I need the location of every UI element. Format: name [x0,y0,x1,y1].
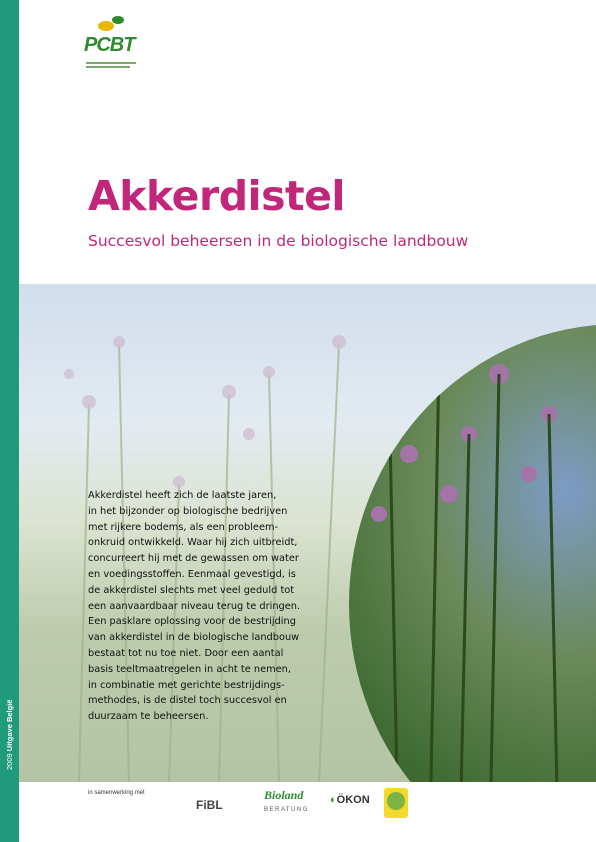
bio-seal-icon [384,788,408,818]
intro-paragraph [88,488,328,725]
body-line: en voedingsstoffen. Eenmaal gevestigd, is [88,568,296,580]
body-line: in combinatie met gerichte bestrijdings- [88,679,285,691]
body-line: basis teeltmaatregelen in acht te nemen, [88,663,291,675]
pcbt-logo [84,14,140,74]
body-line: onkruid ontwikkeld. Waar hij zich uitbreidt, [88,537,298,549]
sidebar-band [0,0,19,842]
body-line: de akkerdistel slechts met veel geduld tot [88,584,295,596]
fibl-logo [196,788,252,828]
partners-label: in samenwerking met [88,790,145,796]
edition-year: 2009 [5,753,14,770]
body-line: methodes, is de distel toch succesvol en [88,695,287,707]
body-line: een aanvaardbaar niveau terug te dringen. [88,600,301,612]
logo-word: PCBT [84,34,135,56]
okon-label: ÖKON [336,794,370,806]
body-line: Akkerdistel heeft zich de laatste jaren, [88,490,277,501]
bioland-sub-label: BERATUNG [264,807,309,813]
body-line: met rijkere bodems, als een probleem- [88,521,279,533]
okon-logo [330,788,374,824]
page-title: Akkerdistel [88,172,345,220]
page-subtitle: Succesvol beheersen in de biologische landbouw [88,232,469,250]
okon-icon: ◐ [330,794,337,806]
body-line: Een pasklare oplossing voor de bestrijding [88,616,296,628]
body-line: bestaat tot nu toe niet. Door een aantal [88,647,284,659]
bioland-logo [264,788,318,818]
edition-label [2,699,17,770]
leaf-icon [96,14,126,34]
body-line: van akkerdistel in de biologische landbouw [88,632,300,644]
body-line: concurreert hij met de gewassen om water [88,553,299,565]
body-line: duurzaam te beheersen. [88,711,209,723]
body-line: in het bijzonder op biologische bedrijven [88,505,288,517]
bioland-label: Bioland [264,788,304,802]
edition-name: Uitgave België [5,699,14,752]
fibl-label: FiBL [196,798,223,812]
